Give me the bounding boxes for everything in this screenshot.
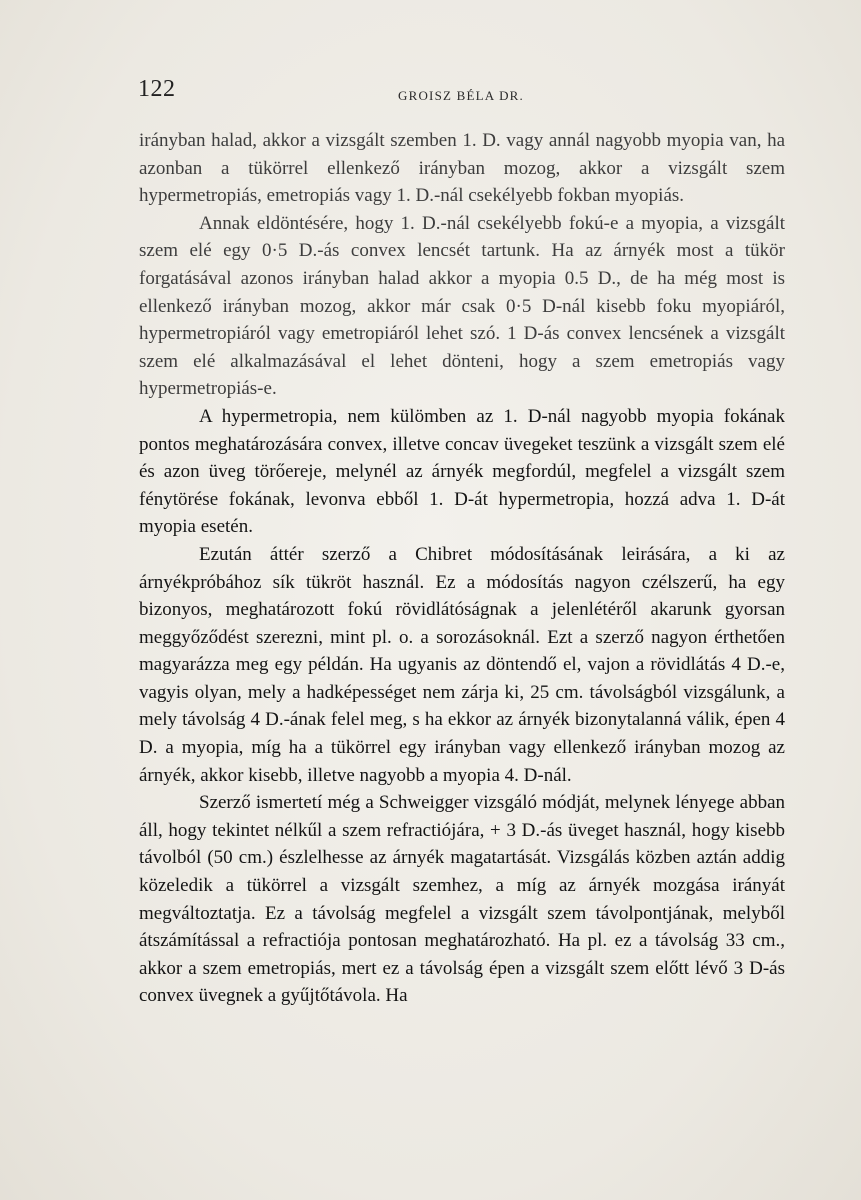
paragraph-lens-test: Annak eldöntésére, hogy 1. D.-nál csekélyebb fokú-e a myopia, a vizsgált szem elé egy 0·5 D.-ás convex lencsét tartunk. Ha az árnyék most a tükör forgatásával azonos irányban halad akkor a myopia 0.5 D., de ha még most is ellenkező irányban mozog, akkor már csak 0·5 D-nál kisebb foku myopiáról, hypermetropiáról vagy emetropiáról lehet szó. 1 D-ás convex lencsének a vizsgált szem elé alkalmazásával el lehet dönteni, hogy a szem emetropiás vagy hypermetropiás-e. <box>139 212 785 400</box>
running-head: GROISZ BÉLA DR. <box>398 88 524 103</box>
body-text <box>139 127 785 1010</box>
paragraph-chibret: Ezután áttér szerző a Chibret módosításának leirására, a ki az árnyékpróbához sík tükröt használ. Ez a módosítás nagyon czélszerű, ha egy bizonyos, meghatározott fokú rövidlátóságnak a jelenlétéről akarunk gyorsan meggyőződést szerezni, mint pl. o. a sorozásoknál. Ezt a szerző nagyon érthetően magyarázza meg egy példán. Ha ugyanis az döntendő el, vajon a rövidlátás 4 D.-e, vagyis olyan, mely a hadképességet nem zárja ki, 25 cm. távolságból vizsgálunk, a mely távolság 4 D.-ának felel meg, s ha ekkor az árnyék bizonytalanná válik, épen 4 D. a myopia, míg ha a tükörrel egy irányban vagy ellenkező irányban mozog az árnyék, akkor kisebb, illetve nagyobb a myopia 4. D-nál. <box>139 543 785 786</box>
paragraph-continuation: irányban halad, akkor a vizsgált szemben 1. D. vagy annál nagyobb myopia van, ha azonban a tükörrel ellenkező irányban mozog, akkor a vizsgált szem hypermetropiás, emetropiás vagy 1. D.-nál csekélyebb fokban myopiás. <box>139 130 785 207</box>
page-number: 122 <box>138 76 176 102</box>
paragraph-hypermetropia: A hypermetropia, nem külömben az 1. D-nál nagyobb myopia fokának pontos meghatározására convex, illetve concav üvegeket teszünk a vizsgált szem elé és azon üveg törőereje, melynél az árnyék megfordúl, megfelel a vizsgált szem fénytörése fokának, levonva ebből 1. D-át hypermetropia, hozzá adva 1. D-át myopia esetén. <box>139 405 785 538</box>
paragraph-schweigger: Szerző ismertetí még a Schweigger vizsgáló módját, melynek lényege abban áll, hogy tekintet nélkűl a szem refractiójára, + 3 D.-ás üveget használ, hogy kisebb távolból (50 cm.) észlelhesse az árnyék magatartását. Vizsgálás közben aztán addig közeledik a tükörrel a vizsgált szemhez, a míg az árnyék mozgása irányát megváltoztatja. Ez a távolság megfelel a vizsgált szem távolpontjának, melyből átszámítással a refractiója pontosan meghatározható. Ha pl. ez a távolság 33 cm., akkor a szem emetropiás, mert ez a távolság épen a vizsgált szem előtt lévő 3 D-ás convex üvegnek a gyűjtőtávola. Ha <box>139 792 785 1007</box>
page-header <box>138 76 788 112</box>
